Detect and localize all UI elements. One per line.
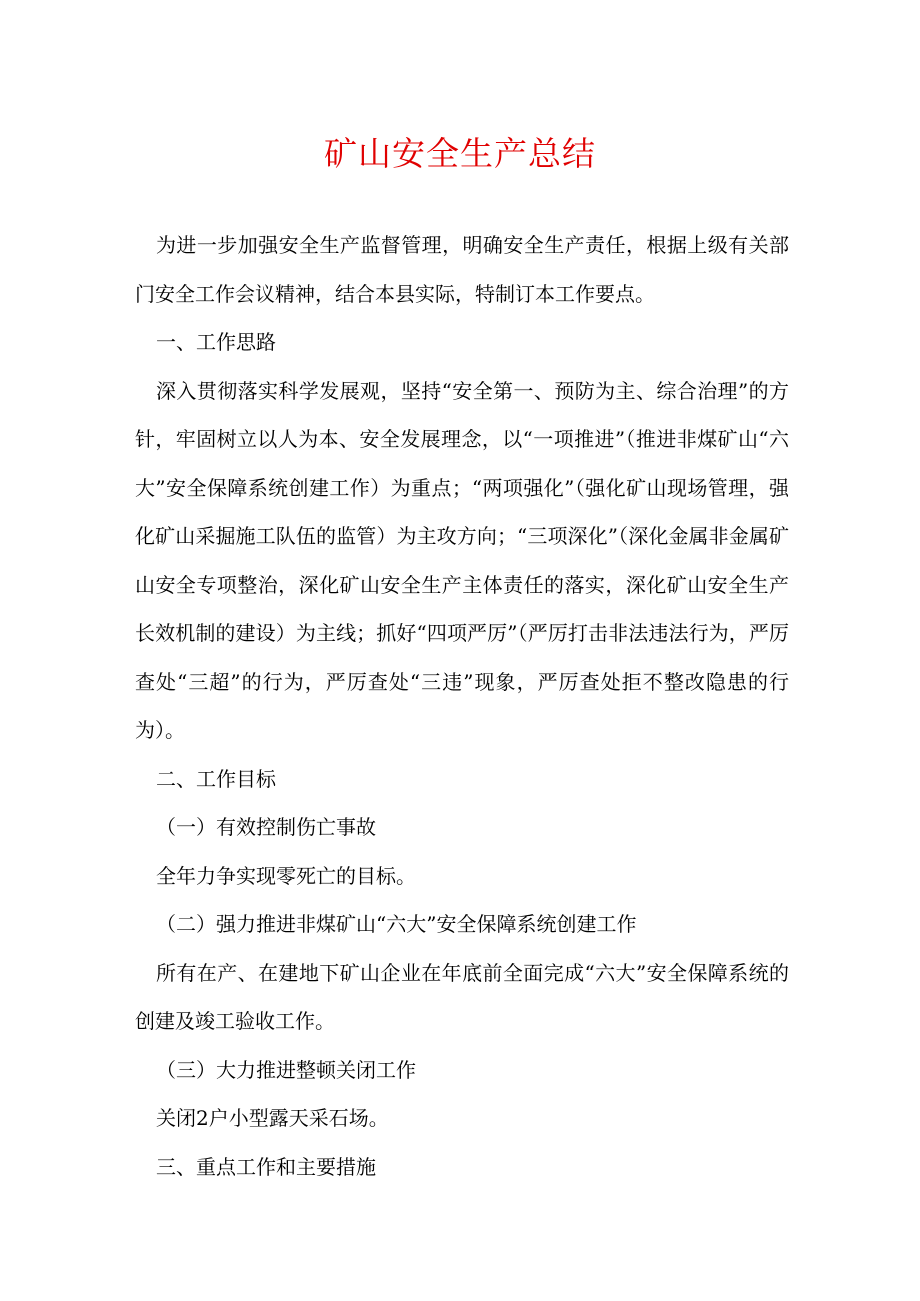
paragraph-goal-1: 全年力争实现零死亡的目标。 bbox=[156, 863, 416, 888]
section-heading-work-goals: 二、工作目标 bbox=[156, 766, 276, 791]
paragraph-work-approach: 深入贯彻落实科学发展观，坚持“安全第一、预防为主、综合治理”的方针，牢固树立以人为本、安全发展理念，以“一项推进”（推进非煤矿山“六大”安全保障系统创建工作）为重点；“两项强化”（强化矿山现场管理，强化矿山采掘施工队伍的监管）为主攻方向；“三项深化”（深化金属非金属矿山安全专项整治，深化矿山安全生产主体责任的落实，深化矿山安全生产长效机制的建设）为主线；抓好“四项严厉”（严厉打击非法违法行为，严厉查处“三超”的行为，严厉查处“三违”现象，严厉查处拒不整改隐患的行为）。 bbox=[135, 378, 789, 742]
subheading-goal-2: （二）强力推进非煤矿山“六大”安全保障系统创建工作 bbox=[156, 912, 637, 936]
document-title: 矿山安全生产总结 bbox=[324, 134, 596, 173]
subheading-goal-3: （三）大力推进整顿关闭工作 bbox=[156, 1057, 416, 1082]
paragraph-goal-2: 所有在产、在建地下矿山企业在年底前全面完成“六大”安全保障系统的创建及竣工验收工作。 bbox=[135, 960, 789, 1033]
section-heading-key-work: 三、重点工作和主要措施 bbox=[156, 1154, 376, 1179]
document-body bbox=[135, 221, 789, 1191]
paragraph-intro: 为进一步加强安全生产监督管理，明确安全生产责任，根据上级有关部门安全工作会议精神，结合本县实际，特制订本工作要点。 bbox=[135, 233, 789, 306]
section-heading-work-approach: 一、工作思路 bbox=[156, 330, 276, 354]
paragraph-goal-3: 关闭2户小型露天采石场。 bbox=[156, 1106, 389, 1130]
subheading-goal-1: （一）有效控制伤亡事故 bbox=[156, 815, 376, 839]
